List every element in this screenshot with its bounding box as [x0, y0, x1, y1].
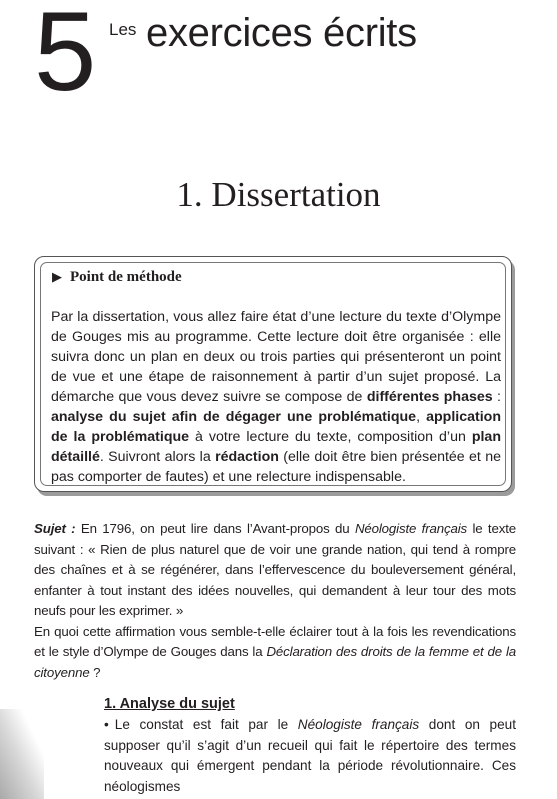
method-heading-label: Point de méthode: [70, 269, 182, 285]
method-paragraph: [51, 307, 501, 487]
page-corner-shadow: [0, 709, 44, 799]
subject-paragraph: [34, 519, 516, 683]
analysis-text-run: Le constat est fait par le: [114, 717, 298, 732]
method-heading: [52, 270, 182, 285]
analysis-text-run: dont on peut supposer qu’il s’agit d’un recueil qui fait le répertoire des termes nouveaux qui émergent pendant la période révolutionnaire. Ces néologismes: [104, 717, 516, 794]
method-text-run: :: [492, 389, 501, 405]
bullet-icon: •: [104, 717, 109, 732]
analysis-section: [104, 694, 516, 797]
subject-italic-run: Néologiste français: [354, 521, 468, 536]
method-bold-run: plan détaillé: [51, 429, 501, 465]
method-bold-run: différentes phases: [366, 389, 493, 405]
chapter-number: 5: [34, 0, 97, 114]
method-bold-run: rédaction: [215, 449, 279, 465]
subject-question: [34, 622, 516, 684]
analysis-title: 1. Analyse du sujet: [104, 696, 235, 712]
method-text-run: ,: [416, 409, 427, 425]
subject-label: Sujet :: [34, 521, 76, 536]
method-bold-run: application de la problématique: [51, 409, 501, 445]
analysis-italic-run: Néologiste français: [297, 717, 420, 732]
method-text-run: à votre lecture du texte, composition d’un: [189, 429, 472, 445]
triangle-right-icon: ▶: [52, 269, 62, 284]
method-text-run: (elle doit être bien présentée et ne pas comporter de fautes) et une relecture indispensable.: [51, 449, 501, 485]
analysis-paragraph: [104, 715, 516, 797]
method-box: [34, 256, 512, 492]
chapter-title: exercices écrits: [146, 11, 417, 55]
subject-text-run: En quoi cette affirmation vous semble-t-elle éclairer tout à la fois les revendications et le style d’Olympe de Gouges dans la: [34, 623, 516, 659]
subject-text-run: ?: [89, 664, 101, 680]
method-text-run: . Suivront alors la: [99, 449, 216, 465]
method-text-run: Par la dissertation, vous allez faire état d’une lecture du texte d’Olympe de Gouges mis au programme. Cette lecture doit être organisée : elle suivra donc un plan en deux ou trois parties qui présenteront un point de vue et une étape de raisonnement à partir d’un sujet proposé. La démarche que vous devez suivre se compose de: [51, 309, 501, 405]
subject-text-run: En 1796, on peut lire dans l’Avant-propos du: [75, 521, 355, 536]
subject-quote: [34, 519, 516, 622]
section-title: 1. Dissertation: [176, 175, 381, 214]
subject-italic-run: Déclaration des droits de la femme et de la citoyenne: [34, 644, 516, 680]
method-bold-run: analyse du sujet afin de dégager une problématique: [51, 409, 417, 425]
chapter-prefix: Les: [109, 20, 137, 39]
subject-text-run: le texte suivant : « Rien de plus naturel que de voir une grande nation, qui tend à rompre des chaînes et à se régénérer, dans l’effervescence du bouleversement général, enfanter à tout instant des idées nouvelles, qui demandent à leur tour des mots neufs pour les exprimer. »: [34, 521, 516, 618]
